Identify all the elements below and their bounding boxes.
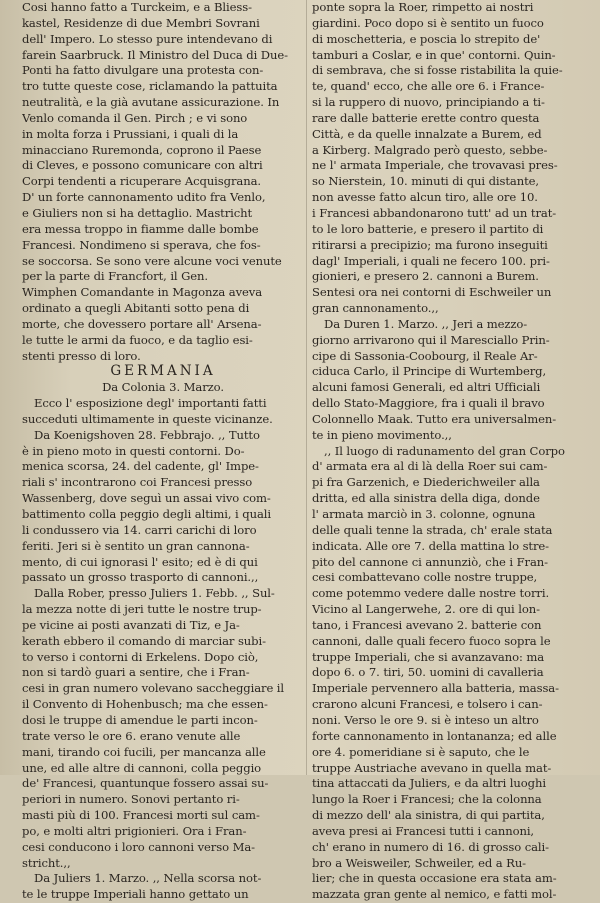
text-line: kastel, Residenze di due Membri Sovrani (22, 15, 260, 30)
text-line: de' Francesi, quantunque fossero assai su- (22, 776, 269, 791)
text-line: tano, i Francesi avevano 2. batterie con (312, 617, 542, 632)
text-line: per la parte di Francfort, il Gen. (22, 269, 208, 284)
text-line: riali s' incontrarono coi Francesi presso (22, 475, 253, 490)
text-line: feriti. Jeri si è sentito un gran cannona- (22, 538, 250, 553)
text-line: come potemmo vedere dalle nostre torri. (312, 586, 550, 601)
text-line: to verso i contorni di Erkelens. Dopo ciò, (22, 649, 259, 664)
text-line: e Giuliers non si ha dettaglio. Mastricht (22, 205, 253, 220)
text-line: di sembrava, che si fosse ristabilita la quie- (312, 63, 563, 78)
text-line: farein Saarbruck. Il Ministro del Duca di Due- (22, 47, 288, 62)
text-line: i Francesi abbandonarono tutt' ad un trat- (312, 205, 557, 220)
text-line: po, e molti altri prigionieri. Ora i Fran- (22, 823, 247, 838)
text-line: di Cleves, e possono comunicare con altri (22, 158, 263, 173)
text-line: in molta forza i Prussiani, i quali di la (22, 126, 239, 141)
text-line: le tutte le armi da fuoco, e da taglio esi- (22, 332, 253, 347)
text-line: lungo la Roer i Francesi; che la colonna (312, 792, 542, 807)
text-line: pi fra Garzenich, e Diederichweiler alla (312, 475, 540, 490)
text-line: Francesi. Nondimeno si sperava, che fos- (22, 237, 261, 252)
text-line: truppe Austriache avevano in quella mat- (312, 760, 552, 775)
section-heading: GERMANIA (110, 364, 216, 380)
text-line: neutralità, e la già avutane assicurazione. In (22, 95, 280, 110)
text-line: Da Koenigshoven 28. Febbrajo. ,, Tutto (34, 427, 260, 442)
text-line: Da Juliers 1. Marzo. ,, Nella scorsa not- (34, 871, 262, 886)
text-line: ch' erano in numero di 16. di grosso cali- (312, 839, 549, 854)
text-line: dagl' Imperiali, i quali ne fecero 100. pri- (312, 253, 550, 268)
right-column (312, 0, 592, 903)
text-line: forte cannonamento in lontananza; ed alle (312, 728, 557, 743)
text-line: ore 4. pomeridiane si è saputo, che le (312, 744, 530, 759)
text-line: passato un grosso trasporto di cannoni.,, (22, 570, 259, 585)
text-line: delle quali tenne la strada, ch' erale stata (312, 522, 553, 537)
text-line: giardini. Poco dopo si è sentito un fuoco (312, 15, 544, 30)
text-line: non si tardò guari a sentire, che i Fran- (22, 665, 250, 680)
text-line: Imperiale pervennero alla batteria, massa- (312, 681, 559, 696)
text-line: mazzata gran gente al nemico, e fatti mol- (312, 887, 557, 902)
text-line: Ponti ha fatto divulgare una protesta con- (22, 63, 264, 78)
text-line: Città, e da quelle innalzate a Burem, ed (312, 126, 542, 141)
text-line: era messa troppo in fiamme dalle bombe (22, 221, 259, 236)
text-line: cesi combattevano colle nostre truppe, (312, 570, 538, 585)
text-line: periori in numero. Sonovi pertanto ri- (22, 792, 240, 807)
text-line: si la ruppero di nuovo, principiando a ti- (312, 95, 545, 110)
text-line: crarono alcuni Francesi, e tolsero i can- (312, 697, 543, 712)
text-line: indicata. Alle ore 7. della mattina lo stre- (312, 538, 549, 553)
text-line: battimento colla peggio degli altimi, i quali (22, 507, 271, 521)
text-line: stenti presso di loro. (22, 348, 141, 363)
text-line: Colonnello Maak. Tutto era universalmen- (312, 411, 557, 426)
text-line: è in pieno moto in questi contorni. Do- (22, 443, 245, 458)
text-line: gran cannonamento.,, (312, 301, 439, 316)
text-line: dopo 6. o 7. tiri, 50. uomini di cavalleria (312, 665, 544, 680)
column-divider (306, 0, 307, 775)
text-line: lier; che in questa occasione era stata am- (312, 871, 557, 886)
text-line: d' armata era al di là della Roer sui cam- (312, 459, 548, 474)
text-line: to le loro batterie, e presero il partito di (312, 221, 544, 236)
text-line: tina attaccati da Juliers, e da altri luoghi (312, 776, 546, 791)
text-line: Corpi tendenti a ricuperare Acquisgrana. (22, 174, 261, 189)
text-line: Ecco l' esposizione degl' importanti fatti (34, 396, 267, 411)
text-line: Venlo comanda il Gen. Pirch ; e vi sono (22, 110, 248, 125)
text-line: masti più di 100. Francesi morti sul cam- (22, 808, 260, 823)
text-line: morte, che dovessero portare all' Arsena- (22, 316, 262, 331)
text-line: dell' Impero. Lo stesso pure intendevano di (22, 31, 273, 46)
text-line: a Kirberg. Malgrado però questo, sebbe- (312, 142, 548, 157)
text-line: cannoni, dalle quali fecero fuoco sopra le (312, 633, 551, 648)
left-column (22, 0, 304, 903)
text-line: cesi conducono i loro cannoni verso Ma- (22, 839, 255, 854)
text-line: succeduti ultimamente in queste vicinanze. (22, 411, 273, 426)
text-line: alcuni famosi Generali, ed altri Ufficiali (312, 380, 541, 395)
text-line: pe vicine ai posti avanzati di Tiz, e Ja- (22, 617, 240, 632)
text-line: te in pieno movimento.,, (312, 427, 452, 442)
text-line: la mezza notte di jeri tutte le nostre trup- (22, 602, 262, 617)
text-line: cesi in gran numero volevano saccheggiare il (22, 681, 285, 696)
text-line: dosi le truppe di amendue le parti incon- (22, 712, 258, 727)
text-line: ordinato a quegli Abitanti sotto pena di (22, 301, 250, 316)
text-line: ciduca Carlo, il Principe di Wurtemberg, (312, 364, 547, 379)
text-line: Cosi hanno fatto a Turckeim, e a Bliess- (22, 0, 252, 14)
text-line: Wimphen Comandante in Magonza aveva (22, 285, 263, 300)
text-line: pito del cannone ci annunziò, che i Fran- (312, 554, 548, 569)
text-line: dritta, ed alla sinistra della diga, donde (312, 491, 540, 506)
text-line: truppe Imperiali, che si avanzavano: ma (312, 649, 545, 664)
text-line: se soccorsa. Se sono vere alcune voci venute (22, 253, 282, 268)
text-line: li condussero via 14. carri carichi di loro (22, 522, 257, 537)
text-line: gionieri, e presero 2. cannoni a Burem. (312, 269, 539, 284)
text-line: te, quand' ecco, che alle ore 6. i France- (312, 79, 545, 94)
text-line: Wassenberg, dove seguì un assai vivo com- (22, 491, 271, 506)
text-line: D' un forte cannonamento udito fra Venlo, (22, 190, 266, 205)
text-line: ne l' armata Imperiale, che trovavasi pres- (312, 158, 558, 173)
text-line: tro tutte queste cose, riclamando la pattuita (22, 79, 278, 94)
dateline: Da Colonia 3. Marzo. (102, 380, 224, 395)
text-line: bro a Weisweiler, Schweiler, ed a Ru- (312, 855, 526, 870)
text-line: di moschetteria, e poscia lo strepito de' (312, 31, 541, 46)
text-line: so Nierstein, 10. minuti di qui distante, (312, 174, 540, 189)
text-line: ,, Il luogo di radunamento del gran Corpo (324, 443, 565, 458)
text-line: te le truppe Imperiali hanno gettato un (22, 887, 249, 902)
text-line: giorno arrivarono qui il Maresciallo Prin- (312, 332, 550, 347)
text-line: di mezzo dell' ala sinistra, di qui partita, (312, 808, 545, 823)
text-line: il Convento di Hohenbusch; ma che essen- (22, 697, 268, 712)
text-line: une, ed alle altre di cannoni, colla peggio (22, 760, 262, 775)
text-line: cipe di Sassonia-Coobourg, il Reale Ar- (312, 348, 538, 363)
text-line: non avesse fatto alcun tiro, alle ore 10. (312, 190, 538, 205)
text-line: Sentesi ora nei contorni di Eschweiler un (312, 285, 552, 300)
text-line: mani, tirando coi fucili, per mancanza alle (22, 744, 266, 759)
text-line: stricht.,, (22, 855, 71, 870)
text-line: aveva presi ai Francesi tutti i cannoni, (312, 823, 535, 838)
text-line: ritirarsi a precipizio; ma furono inseguiti (312, 237, 548, 252)
text-line: tamburi a Coslar, e in que' contorni. Quin- (312, 47, 556, 62)
text-line: l' armata marciò in 3. colonne, ognuna (312, 507, 536, 521)
text-line: Da Duren 1. Marzo. ,, Jeri a mezzo- (324, 316, 528, 331)
text-line: trate verso le ore 6. erano venute alle (22, 728, 241, 743)
text-line: menica scorsa, 24. del cadente, gl' Impe- (22, 459, 259, 474)
text-line: Dalla Rober, presso Juliers 1. Febb. ,, Sul- (34, 586, 275, 601)
text-line: ponte sopra la Roer, rimpetto ai nostri (312, 0, 534, 14)
text-line: mento, di cui ignorasi l' esito; ed è di qui (22, 554, 258, 569)
text-line: dello Stato-Maggiore, fra i quali il bravo (312, 396, 545, 411)
text-line: rare dalle batterie erette contro questa (312, 110, 540, 125)
text-line: Vicino al Langerwehe, 2. ore di qui lon- (312, 602, 540, 617)
text-line: noni. Verso le ore 9. si è inteso un altro (312, 712, 539, 727)
text-line: kerath ebbero il comando di marciar subi- (22, 633, 266, 648)
text-line: minacciano Ruremonda, coprono il Paese (22, 142, 262, 157)
